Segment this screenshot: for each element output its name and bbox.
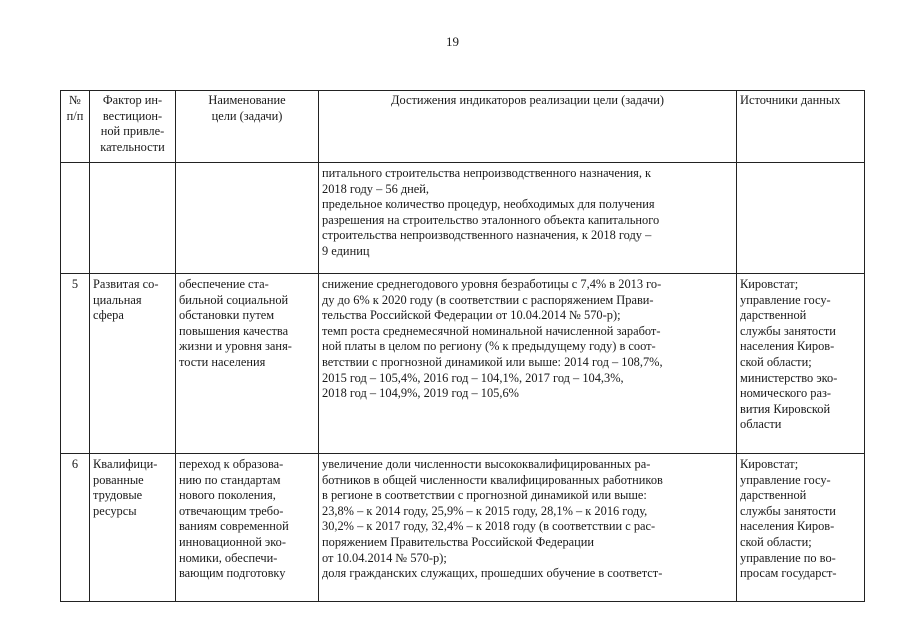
cell-goal: [176, 163, 319, 274]
cell-goal: переход к образова- нию по стандартам нового поколения, отвечающим требо- ваниям современной инновационной эко- номики, обеспечи- вающим подготовку: [176, 454, 319, 602]
table-row: [61, 274, 865, 454]
cell-achievements: снижение среднегодового уровня безработицы с 7,4% в 2013 го- ду до 6% к 2020 году (в соответствии с распоряжением Прави- тельства Российской Федерации от 10.04.2014 № 570-р); темп роста среднемесячной номинальной начисленной заработ- ной платы в целом по региону (% к предыдущему году) в соот- ветствии с прогнозной динамикой или выше: 2014 год – 108,7%, 2015 год – 105,4%, 2016 год – 104,1%, 2017 год – 104,3%, 2018 год – 104,9%, 2019 год – 105,6%: [319, 274, 737, 454]
cell-num: 6: [61, 454, 90, 602]
cell-num: [61, 163, 90, 274]
cell-sources: Кировстат; управление госу- дарственной службы занятости населения Киров- ской области; министерство эко- номического раз- вития Кировской области: [737, 274, 865, 454]
cell-num: 5: [61, 274, 90, 454]
cell-factor: Развитая со- циальная сфера: [90, 274, 176, 454]
header-num: № п/п: [61, 91, 90, 163]
cell-factor: Квалифици- рованные трудовые ресурсы: [90, 454, 176, 602]
cell-factor: [90, 163, 176, 274]
cell-sources: Кировстат; управление госу- дарственной службы занятости населения Киров- ской области; управление по во- просам государст-: [737, 454, 865, 602]
cell-achievements: питального строительства непроизводственного назначения, к 2018 году – 56 дней, предельное количество процедур, необходимых для получения разрешения на строительство эталонного объекта капитального строительства непроизводственного назначения, к 2018 году – 9 единиц: [319, 163, 737, 274]
table-header-row: [61, 91, 865, 163]
cell-goal: обеспечение ста- бильной социальной обстановки путем повышения качества жизни и уровня заня- тости населения: [176, 274, 319, 454]
header-achievements: Достижения индикаторов реализации цели (задачи): [319, 91, 737, 163]
header-goal: Наименование цели (задачи): [176, 91, 319, 163]
table-row: [61, 454, 865, 602]
cell-achievements: увеличение доли численности высококвалифицированных ра- ботников в общей численности квалифицированных работников в регионе в соответствии с прогнозной динамикой или выше: 23,8% – к 2014 году, 25,9% – к 2015 году, 28,1% – к 2016 году, 30,2% – к 2017 году, 32,4% – к 2018 году (в соответствии с рас- поряжением Правительства Российской Федерации от 10.04.2014 № 570-р); доля гражданских служащих, прошедших обучение в соответст-: [319, 454, 737, 602]
indicators-table: [60, 90, 865, 602]
header-sources: Источники данных: [737, 91, 865, 163]
table-row: [61, 163, 865, 274]
header-factor: Фактор ин- вестицион- ной привле- кательности: [90, 91, 176, 163]
cell-sources: [737, 163, 865, 274]
page-number: 19: [446, 34, 459, 49]
